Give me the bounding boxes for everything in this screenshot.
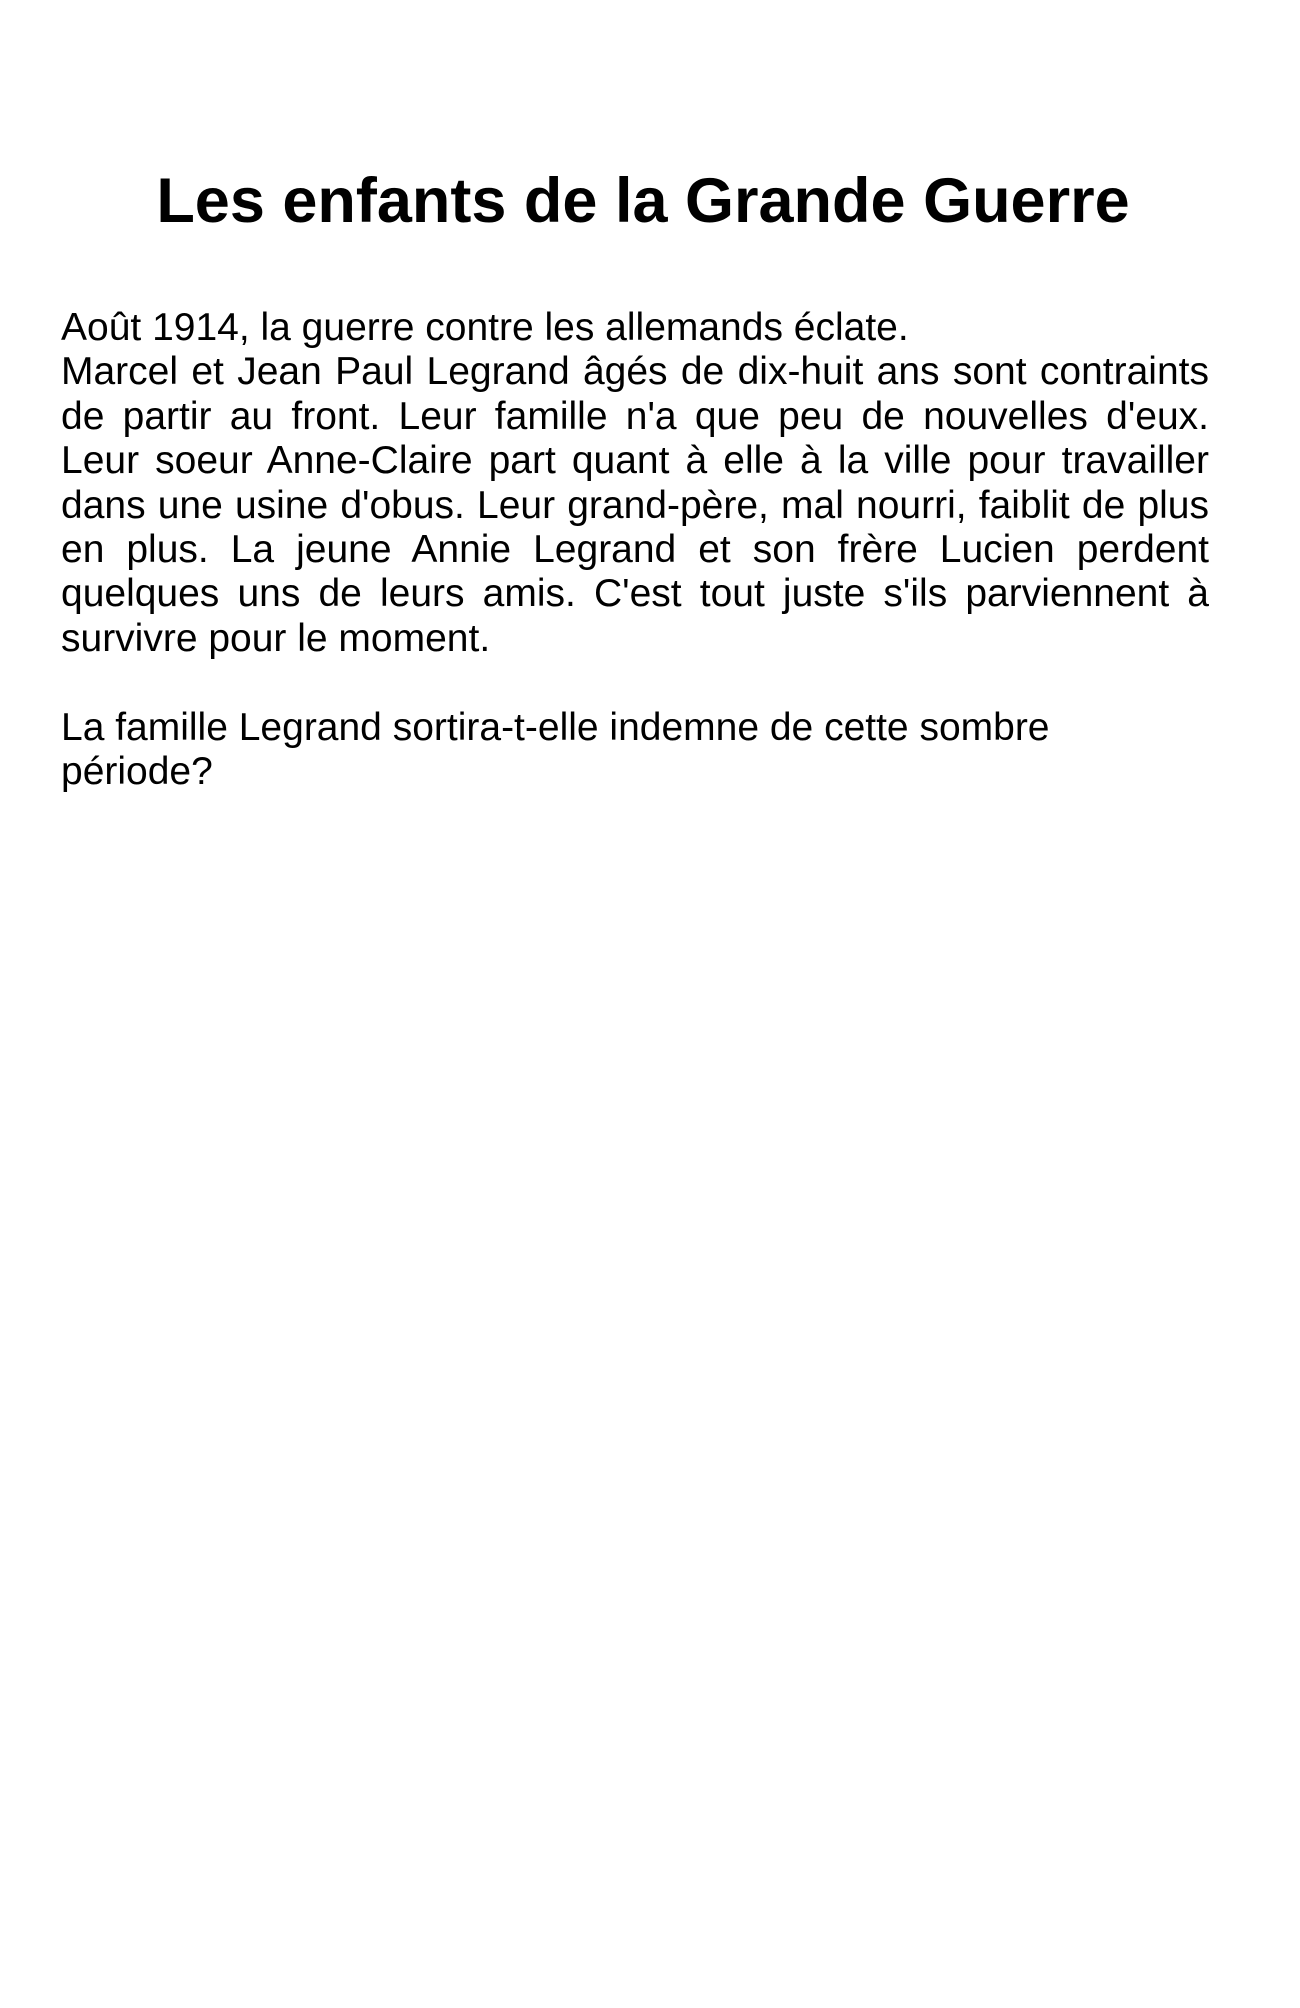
intro-line: Août 1914, la guerre contre les allemands éclate.	[61, 306, 909, 349]
document-body	[61, 306, 1209, 793]
closing-question: La famille Legrand sortira-t-elle indemne de cette sombre période?	[61, 705, 1050, 793]
paragraph-line: de partir au front. Leur famille n'a que peu de nouvelles d'eux.	[61, 394, 1209, 438]
paragraph-line: Leur soeur Anne-Claire part quant à elle à la ville pour travailler	[61, 439, 1209, 483]
paragraph-line: Marcel et Jean Paul Legrand âgés de dix-huit ans sont contraints	[61, 350, 1209, 394]
paragraph-line: quelques uns de leurs amis. C'est tout juste s'ils parviennent à	[61, 572, 1209, 616]
paragraph-line: dans une usine d'obus. Leur grand-père, mal nourri, faiblit de plus	[61, 483, 1209, 527]
paragraph-line: en plus. La jeune Annie Legrand et son frère Lucien perdent	[61, 527, 1209, 571]
paragraph-line: survivre pour le moment.	[61, 616, 491, 660]
document-title: Les enfants de la Grande Guerre	[156, 166, 1130, 236]
paragraph-spacer	[61, 661, 1209, 705]
